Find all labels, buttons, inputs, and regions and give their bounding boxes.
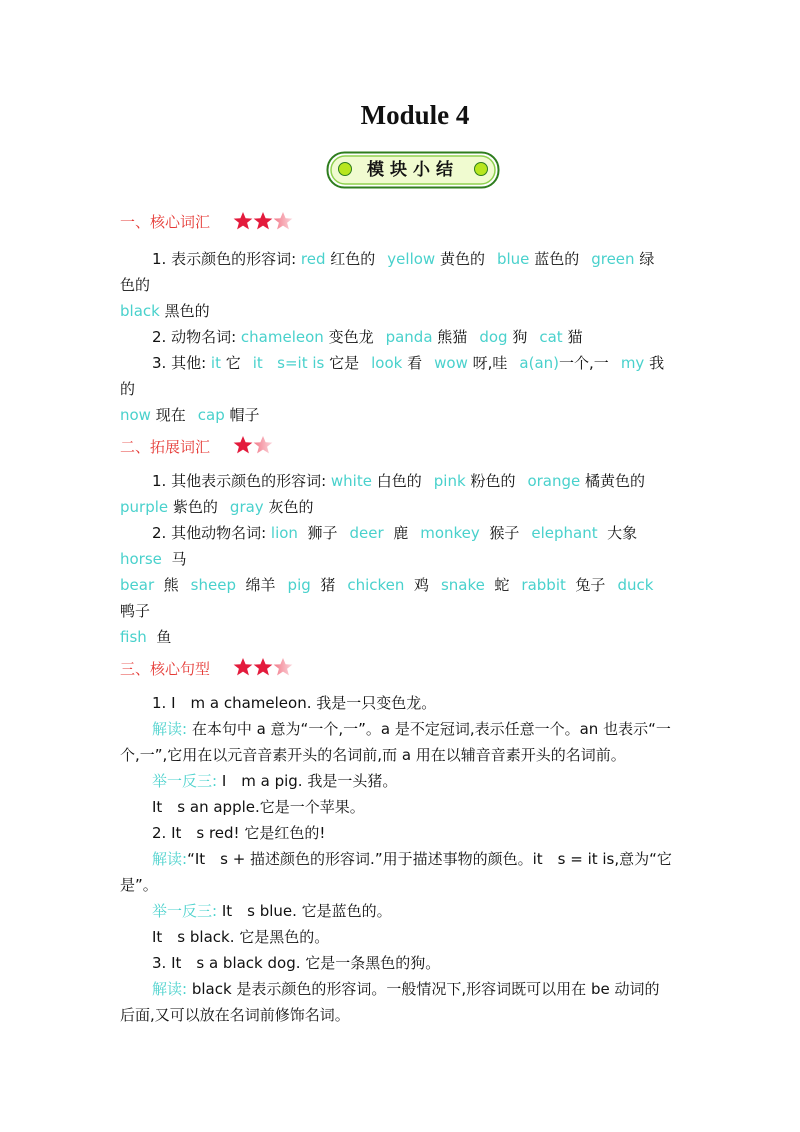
page-title: Module 4 [360,100,470,130]
sentence-line: 3. It s a black dog. 它是一条黑色的狗。 [152,954,441,972]
star-half-icon [273,211,293,231]
sentence-line: 1. I m a chameleon. 我是一只变色龙。 [152,694,437,712]
vocab-line: purple 紫色的 gray 灰色的 [120,498,314,516]
explanation-line: 后面,又可以放在名词前修饰名词。 [120,1006,350,1024]
vocab-line: bear 熊 sheep 绵羊 pig 猪 chicken 鸡 snake 蛇 rabbit 兔子 duck [120,576,654,594]
rating-stars [233,434,273,454]
star-half-icon [253,435,273,455]
vocab-line: 鸭子 [120,602,151,620]
explanation-line: 解读:“It s + 描述颜色的形容词.”用于描述事物的颜色。it s = it is,意为“它 [152,850,672,868]
section-heading-core-vocab: 一、核心词汇 [120,213,211,231]
vocab-line: black 黑色的 [120,302,210,320]
vocab-line: 2. 其他动物名词: lion 狮子 deer 鹿 monkey 猴子 elephant 大象 [152,524,638,542]
vocab-line: now 现在 cap 帽子 [120,406,260,424]
star-filled-icon [233,657,253,677]
section-badge [326,151,500,189]
vocab-line: 3. 其他: it 它 it s=it is 它是 look 看 wow 呀,哇 a(an)一个,一 my 我 [152,354,665,372]
vocab-line: 2. 动物名词: chameleon 变色龙 panda 熊猫 dog 狗 cat 猫 [152,328,583,346]
rating-stars [233,656,293,676]
explanation-line: 解读: 在本句中 a 意为“一个,一”。a 是不定冠词,表示任意一个。an 也表示“一 [152,720,671,738]
star-filled-icon [233,435,253,455]
vocab-line: 的 [120,380,136,398]
explanation-line: 是”。 [120,876,158,894]
vocab-line: horse 马 [120,550,187,568]
vocab-line: 色的 [120,276,151,294]
example-line: It s an apple.它是一个苹果。 [152,798,365,816]
rating-stars [233,210,293,230]
star-filled-icon [233,211,253,231]
explanation-line: 个,一”,它用在以元音音素开头的名词前,而 a 用在以辅音音素开头的名词前。 [120,746,626,764]
vocab-line: 1. 其他表示颜色的形容词: white 白色的 pink 粉色的 orange 橘黄色的 [152,472,646,490]
example-line: 举一反三: It s blue. 它是蓝色的。 [152,902,392,920]
star-half-icon [273,657,293,677]
example-line: 举一反三: I m a pig. 我是一头猪。 [152,772,398,790]
vocab-line: fish 鱼 [120,628,172,646]
section-heading-extended-vocab: 二、拓展词汇 [120,438,211,456]
section-heading-core-sentences: 三、核心句型 [120,660,211,678]
star-filled-icon [253,657,273,677]
example-line: It s black. 它是黑色的。 [152,928,330,946]
sentence-line: 2. It s red! 它是红色的! [152,824,326,842]
vocab-line: 1. 表示颜色的形容词: red 红色的 yellow 黄色的 blue 蓝色的 green 绿 [152,250,655,268]
star-filled-icon [253,211,273,231]
badge-label: 模块小结 [367,160,459,180]
explanation-line: 解读: black 是表示颜色的形容词。一般情况下,形容词既可以用在 be 动词的 [152,980,660,998]
